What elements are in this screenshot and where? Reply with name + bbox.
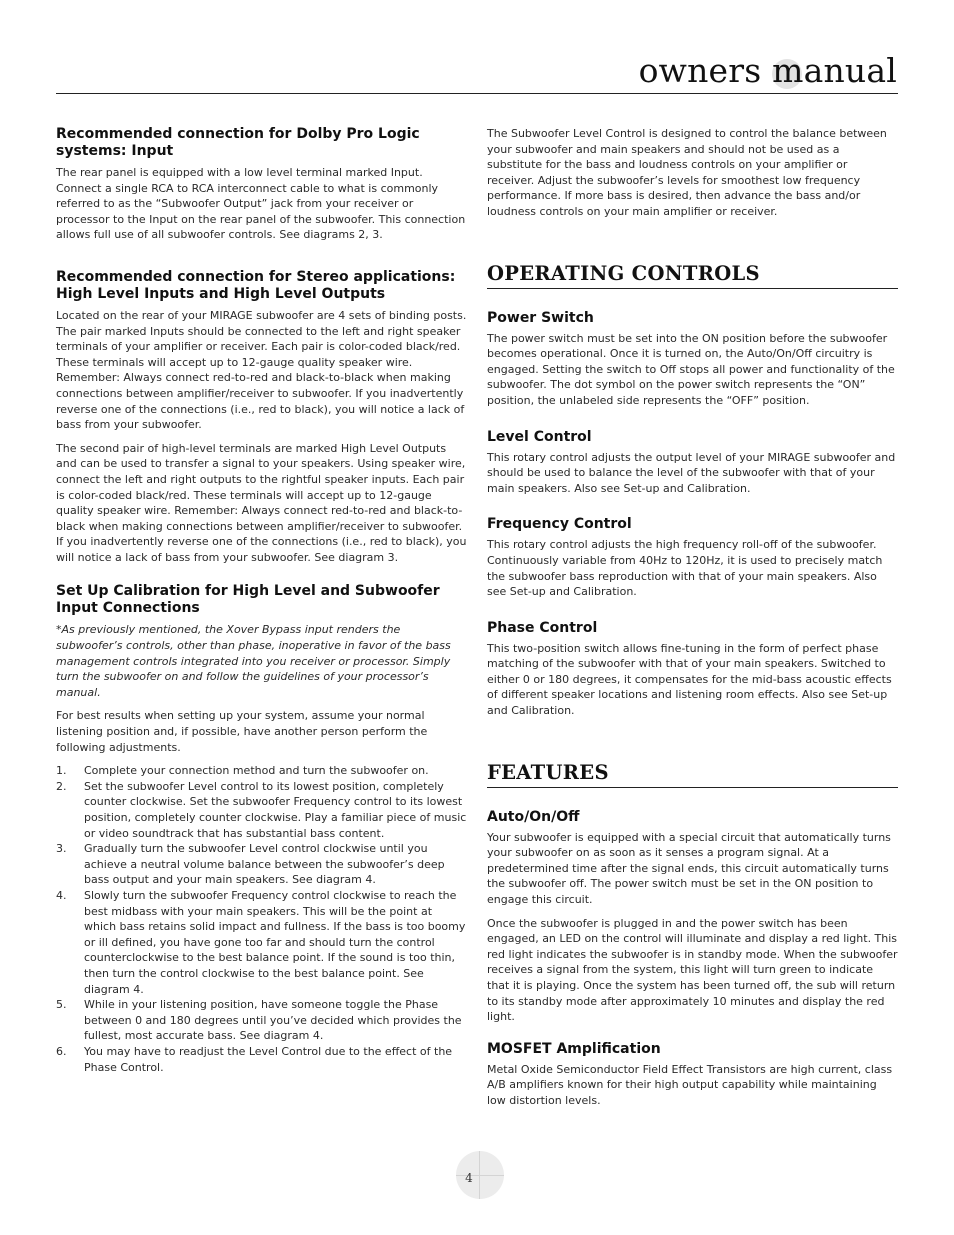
list-item-number: 5. <box>56 998 67 1012</box>
paragraph: The second pair of high-level terminals are marked High Level Outputs and can be used to transfer a signal to your speakers. Using speaker wire, connect the left and right outputs to the rightful speaker inputs. Each pair is color-coded black/red. These terminals will accept up to 12-gauge quality speaker wire. Remember: Always connect red-to-red and black-to-black when making connections between amplifier/receiver to subwoofer. If you inadvertently reverse one of the connections (i.e., red to black), you will notice a lack of bass from your subwoofer. See diagram 3. <box>56 441 467 564</box>
heading-stereo-applications: Recommended connection for Stereo applications: High Level Inputs and High Level Outputs <box>56 268 456 302</box>
list-item <box>56 1044 467 1075</box>
paragraph: The rear panel is equipped with a low level terminal marked Input. Connect a single RCA to RCA interconnect cable to what is commonly referred to as the “Subwoofer Output” jack from your receiver or processor to the Input on the rear panel of the subwoofer. This connection allows full use of all subwoofer controls. See diagrams 2, 3. <box>56 166 466 242</box>
heading-dolby-pro-logic: Recommended connection for Dolby Pro Logic systems: Input <box>56 126 420 159</box>
paragraph: The power switch must be set into the ON position before the subwoofer becomes operational. Once it is turned on, the Auto/On/Off circuitry is engaged. Setting the switch to Off stops all power and functionality of the subwoofer. The dot symbol on the power switch represents the “ON” position, the unlabeled side represents the “OFF” position. <box>487 331 895 407</box>
paragraph: Once the subwoofer is plugged in and the power switch has been engaged, an LED on the control will illuminate and display a red light. This red light indicates the subwoofer is in standby mode. When the subwoofer receives a signal from the system, this light will turn green to indicate that it is playing. Once the system has been turned off, the sub will return to its standby mode after approximately 10 minutes and display the red light. <box>487 916 898 1024</box>
list-item <box>56 841 467 888</box>
list-item-text: Gradually turn the subwoofer Level control clockwise until you achieve a neutral volume balance between the subwoofer’s deep bass output and your main speakers. See diagram 4. <box>84 842 445 887</box>
list-item-text: While in your listening position, have someone toggle the Phase between 0 and 180 degrees until you’ve decided which provides the fullest, most accurate bass. See diagram 4. <box>84 998 462 1043</box>
paragraph: This two-position switch allows fine-tuning in the form of perfect phase matching of the subwoofer with that of your main speakers. Switched to either 0 or 180 degrees, it compensates for the mid-bass acoustic effects of different speaker locations and listening room effects. Also see Set-up and Calibration. <box>487 641 892 718</box>
list-item-text: Complete your connection method and turn the subwoofer on. <box>84 764 429 778</box>
heading-power-switch: Power Switch <box>487 309 594 326</box>
heading-operating-controls: OPERATING CONTROLS <box>487 262 898 289</box>
heading-auto-on-off: Auto/On/Off <box>487 808 580 825</box>
section-features <box>487 761 898 1109</box>
list-item <box>56 997 467 1044</box>
section-setup-calibration <box>56 583 467 1075</box>
subsection-auto-on-off <box>487 809 898 1025</box>
subsection-phase-control <box>487 620 898 719</box>
paragraph: Your subwoofer is equipped with a special circuit that automatically turns your subwoofer on as soon as it senses a program signal. At a predetermined time after the signal ends, this circuit automatically turns the subwoofer off. The power switch must be set in the ON position to engage this circuit. <box>487 830 891 907</box>
subsection-power-switch <box>487 310 898 409</box>
paragraph: This rotary control adjusts the high frequency roll-off of the subwoofer. Continuously variable from 40Hz to 120Hz, it is used to precisely match the subwoofer bass reproduction with that of your main speakers. Also see Set-up and Calibration. <box>487 538 883 599</box>
list-item-text: Set the subwoofer Level control to its lowest position, completely counter clockwise. Set the subwoofer Frequency control to its lowest position, completely counter clockwise. Play a familiar piece of music or video soundtrack that has substantial bass content. <box>84 779 467 840</box>
intro-paragraph: The Subwoofer Level Control is designed to control the balance between your subwoofer and main speakers and should not be used as a substitute for the bass and loudness controls on your amplifier or receiver. Adjust the subwoofer’s levels for smoothest low frequency performance. If more bass is desired, then advance the bass and/or loudness controls on your main amplifier or receiver. <box>487 127 887 218</box>
right-column <box>487 126 898 1117</box>
heading-mosfet-amplification: MOSFET Amplification <box>487 1040 661 1057</box>
heading-setup-calibration: Set Up Calibration for High Level and Subwoofer Input Connections <box>56 583 440 617</box>
list-item-number: 6. <box>56 1044 67 1058</box>
section-dolby-pro-logic <box>56 126 467 243</box>
list-item-text: You may have to readjust the Level Control due to the effect of the Phase Control. <box>84 1044 453 1074</box>
list-item <box>56 888 467 997</box>
list-item-number: 1. <box>56 764 67 778</box>
italic-note: *As previously mentioned, the Xover Bypass input renders the subwoofer’s controls, other than phase, inoperative in favor of the bass management controls integrated into you receiver or processor. Simply turn the subwoofer on and follow the guidelines of your processor’s manual. <box>56 623 451 699</box>
list-item-text: Slowly turn the subwoofer Frequency control clockwise to reach the best midbass with your main speakers. This will be the point at which bass retains solid impact and fullness. If the bass is too boomy or ill defined, you have gone too far and should turn the control counterclockwise to the best balance point. If the sound is too thin, then turn the control clockwise to the best balance point. See diagram 4. <box>84 888 466 996</box>
heading-level-control: Level Control <box>487 428 592 445</box>
heading-features: FEATURES <box>487 761 898 788</box>
calibration-steps-list <box>56 763 467 1075</box>
list-item <box>56 779 467 841</box>
left-column <box>56 126 467 1075</box>
section-stereo-applications <box>56 269 467 566</box>
subsection-level-control <box>487 429 898 497</box>
heading-frequency-control: Frequency Control <box>487 516 632 533</box>
page-title: owners manual <box>638 51 897 90</box>
section-operating-controls <box>487 262 898 719</box>
list-item <box>56 763 467 779</box>
header-rule <box>56 93 898 94</box>
list-item-number: 2. <box>56 779 67 793</box>
page-number: 4 <box>465 1171 473 1185</box>
paragraph: Located on the rear of your MIRAGE subwoofer are 4 sets of binding posts. The pair marked Inputs should be connected to the left and right speaker terminals of your amplifier or receiver. Each pair is color-coded black/red. These terminals will accept up to 12-gauge quality speaker wire. Remember: Always connect red-to-red and black-to-black when making connections between amplifier/receiver to subwoofer. If you inadvertently reverse one of the connections (i.e., red to black), you will notice a lack of bass from your subwoofer. <box>56 308 467 432</box>
subsection-mosfet <box>487 1041 898 1109</box>
paragraph: Metal Oxide Semiconductor Field Effect Transistors are high current, class A/B amplifiers known for their high output capability while maintaining low distortion levels. <box>487 1062 893 1107</box>
subsection-frequency-control <box>487 516 898 599</box>
list-item-number: 3. <box>56 842 67 856</box>
paragraph: This rotary control adjusts the output level of your MIRAGE subwoofer and should be used to balance the level of the subwoofer with that of your main speakers. Also see Set-up and Calibration. <box>487 450 896 495</box>
heading-phase-control: Phase Control <box>487 619 598 636</box>
list-item-number: 4. <box>56 888 67 902</box>
paragraph: For best results when setting up your system, assume your normal listening position and, if possible, have another person perform the following adjustments. <box>56 709 428 754</box>
